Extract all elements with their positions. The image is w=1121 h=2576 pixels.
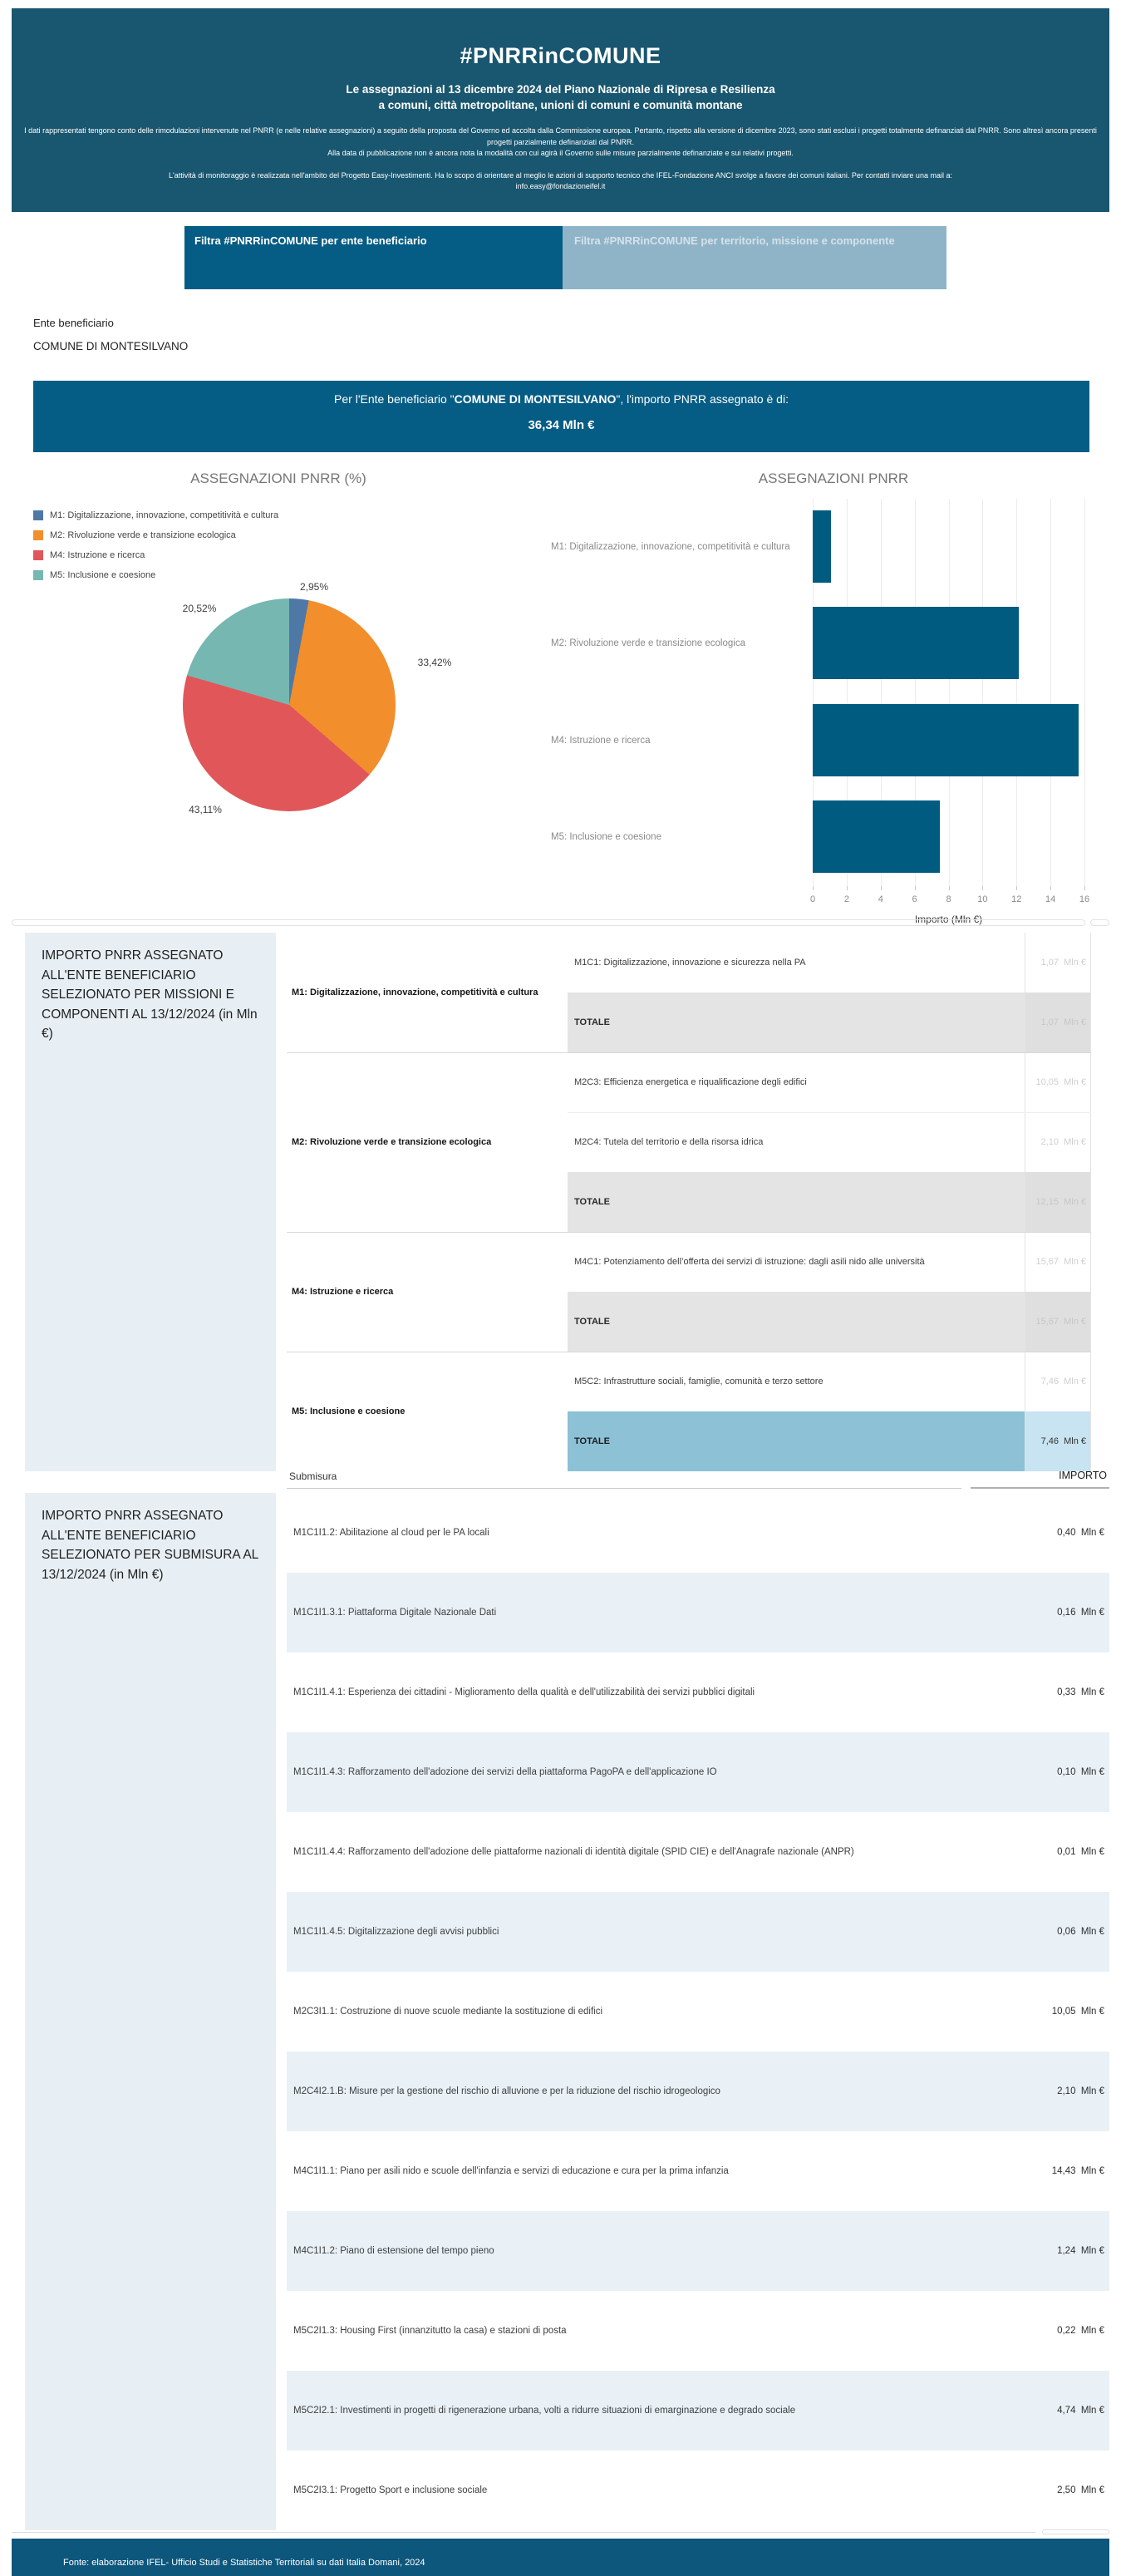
pie-label-m1: 2,95% [299, 581, 329, 593]
submisura-row-12[interactable]: M5C2I2.1: Investimenti in progetti di rigenerazione urbana, volti a ridurre situazioni di emarginazione e degrado sociale 4,74 Mln € [287, 2371, 1109, 2450]
group-separator [287, 1052, 1091, 1053]
banner-amount: 36,34 Mln € [528, 418, 595, 432]
total-row-m2[interactable]: TOTALE 12,15 Mln € [568, 1172, 1091, 1232]
mission-cell-m2[interactable]: M2: Rivoluzione verde e transizione ecologica [292, 1136, 492, 1147]
submisura-table-title: IMPORTO PNRR ASSEGNATO ALL'ENTE BENEFICIARIO SELEZIONATO PER SUBMISURA AL 13/12/2024 (in Mln €) [25, 1493, 276, 2530]
tab-filter-territorio-missione[interactable]: Filtra #PNRRinCOMUNE per territorio, missione e componente [563, 226, 946, 289]
x-tick-label: 12 [1011, 894, 1022, 904]
component-row-m2c3[interactable]: M2C3: Efficienza energetica e riqualificazione degli edifici 10,05 Mln € [568, 1052, 1091, 1112]
tab-filter-ente-beneficiario[interactable]: Filtra #PNRRinCOMUNE per ente beneficiario [184, 226, 563, 289]
bar-category-m2: M2: Rivoluzione verde e transizione ecologica [551, 638, 745, 648]
summary-banner [33, 381, 1089, 452]
bar-m2[interactable] [813, 607, 1019, 679]
ente-beneficiario-filter-value[interactable]: COMUNE DI MONTESILVANO [33, 340, 189, 352]
x-tick-label: 14 [1045, 894, 1056, 904]
component-row-m4c1[interactable]: M4C1: Potenziamento dell’offerta dei servizi di istruzione: dagli asili nido alle università 15,67 Mln € [568, 1232, 1091, 1292]
tick-mark [847, 886, 848, 890]
legend-swatch-m1 [33, 510, 43, 520]
bar-m5[interactable] [813, 800, 940, 873]
bar-x-axis-title: Importo (Mln €) [914, 914, 983, 925]
tick-mark [915, 886, 916, 890]
disclaimer-paragraph-1: I dati rappresentati tengono conto delle rimodulazioni intervenute nel PNRR (e nelle relative assegnazioni) a seguito della proposta del Governo ed accolta dalla Commissione europea. Pertanto, rispetto alla versione di dicembre 2023, sono stati esclusi i progetti totalmente definanziati dal PNRR. Sono altresì ancora presenti progetti parzialmente definanziati dal PNRR. Alla data di pubblicazione non è ancora nota la modalità con cui agirà il Governo sulle misure parzialmente definanziate e sui relativi progetti. [24, 126, 1097, 157]
legend-swatch-m2 [33, 530, 43, 540]
total-row-m5-highlighted[interactable]: TOTALE 7,46 Mln € [568, 1411, 1091, 1471]
gridline [1084, 499, 1085, 886]
x-tick-label: 10 [977, 894, 988, 904]
legend-label-m2: M2: Rivoluzione verde e transizione ecologica [50, 530, 236, 540]
subtitle-line-2: a comuni, città metropolitane, unioni di comuni e comunità montane [378, 99, 743, 111]
submisura-row-11[interactable]: M5C2I1.3: Housing First (innanzitutto la casa) e stazioni di posta 0,22 Mln € [293, 2326, 1104, 2336]
bar-m4[interactable] [813, 704, 1079, 776]
component-row-m1c1[interactable]: M1C1: Digitalizzazione, innovazione e sicurezza nella PA 1,07 Mln € [568, 933, 1091, 992]
total-row-m4[interactable]: TOTALE 15,67 Mln € [568, 1292, 1091, 1352]
submisura-row-1[interactable]: M1C1I1.2: Abilitazione al cloud per le PA locali 0,40 Mln € [293, 1528, 1104, 1538]
pie-label-m4: 43,11% [189, 804, 222, 815]
bar-category-m4: M4: Istruzione e ricerca [551, 736, 651, 746]
submisura-row-2[interactable]: M1C1I1.3.1: Piattaforma Digitale Nazionale Dati 0,16 Mln € [287, 1573, 1109, 1652]
missions-table-title: IMPORTO PNRR ASSEGNATO ALL'ENTE BENEFICIARIO SELEZIONATO PER MISSIONI E COMPONENTI AL 13/12/2024 (in Mln €) [25, 933, 276, 1471]
legend-swatch-m4 [33, 550, 43, 560]
gridline [949, 499, 950, 886]
legend-label-m1: M1: Digitalizzazione, innovazione, competitività e cultura [50, 510, 279, 520]
pie-label-m2: 33,42% [417, 657, 452, 668]
mission-cell-m5[interactable]: M5: Inclusione e coesione [292, 1406, 406, 1416]
tick-mark [982, 886, 983, 890]
tick-mark [813, 886, 814, 890]
contact-email: info.easy@fondazioneifel.it [515, 182, 606, 190]
tick-mark [949, 886, 950, 890]
page-title: #PNRRinCOMUNE [460, 43, 661, 68]
pnrr-pie[interactable] [183, 598, 396, 811]
x-tick-label: 0 [809, 894, 816, 904]
bar-category-m1: M1: Digitalizzazione, innovazione, competitività e cultura [551, 542, 790, 552]
submisura-row-13[interactable]: M5C2I3.1: Progetto Sport e inclusione sociale 2,50 Mln € [293, 2485, 1104, 2495]
column-header-importo[interactable]: IMPORTO [1059, 1470, 1107, 1481]
group-separator [287, 1232, 1091, 1233]
bar-chart-title: ASSEGNAZIONI PNRR [758, 470, 909, 486]
bar-category-m5: M5: Inclusione e coesione [551, 832, 661, 842]
banner-entity: COMUNE DI MONTESILVANO [454, 392, 617, 406]
x-tick-label: 4 [878, 894, 883, 904]
gridline [1016, 499, 1017, 886]
x-tick-label: 16 [1079, 894, 1090, 904]
total-row-m1[interactable]: TOTALE 1,07 Mln € [568, 992, 1091, 1052]
tick-mark [1016, 886, 1017, 890]
footer-bar [12, 2539, 1109, 2576]
section-divider-nub [1090, 919, 1109, 926]
banner-sentence: Per l'Ente beneficiario "COMUNE DI MONTESILVANO", l'importo PNRR assegnato è di: [334, 392, 789, 406]
legend-item-m1[interactable] [33, 507, 278, 524]
section-divider-track [12, 919, 1085, 926]
pie-label-m5: 20,52% [182, 603, 217, 614]
disclaimer-paragraph-2: L'attività di monitoraggio è realizzata nell'ambito del Progetto Easy-Investimenti. Ha lo scopo di orientare al meglio le azioni di supporto tecnico che IFEL-Fondazione ANCI svolge a favore dei comuni italiani. Per contatti inviare una mail a: info.easy@fondazioneifel.it [21, 170, 1101, 193]
submisura-row-9[interactable]: M4C1I1.1: Piano per asili nido e scuole dell'infanzia e servizi di educazione e cura per la prima infanzia 14,43 Mln € [293, 2166, 1104, 2176]
footer-divider [12, 2532, 1035, 2533]
mission-cell-m4[interactable]: M4: Istruzione e ricerca [292, 1286, 394, 1297]
submisura-row-8[interactable]: M2C4I2.1.B: Misure per la gestione del rischio di alluvione e per la riduzione del rischio idrogeologico 2,10 Mln € [287, 2051, 1109, 2131]
bar-x-axis [809, 894, 1090, 906]
ente-beneficiario-filter-label: Ente beneficiario [33, 317, 114, 329]
column-header-submisura[interactable]: Submisura [289, 1470, 337, 1482]
x-tick-label: 6 [912, 894, 917, 904]
footer-source: Fonte: elaborazione IFEL- Ufficio Studi e Statistiche Territoriali su dati Italia Domani, 2024 [63, 2558, 425, 2568]
submisura-row-3[interactable]: M1C1I1.4.1: Esperienza dei cittadini - Miglioramento della qualità e dell'utilizzabilità dei servizi pubblici digitali 0,33 Mln € [293, 1687, 1104, 1697]
component-row-m5c2[interactable]: M5C2: Infrastrutture sociali, famiglie, comunità e terzo settore 7,46 Mln € [568, 1352, 1091, 1411]
submisura-row-7[interactable]: M2C3I1.1: Costruzione di nuove scuole mediante la sostituzione di edifici 10,05 Mln € [293, 2007, 1104, 2017]
header-underline [287, 1488, 961, 1489]
x-tick-label: 8 [946, 894, 951, 904]
submisura-row-10[interactable]: M4C1I1.2: Piano di estensione del tempo pieno 1,24 Mln € [287, 2211, 1109, 2291]
tick-mark [1050, 886, 1051, 890]
mission-cell-m1[interactable]: M1: Digitalizzazione, innovazione, competitività e cultura [292, 987, 538, 997]
component-row-m2c4[interactable]: M2C4: Tutela del territorio e della risorsa idrica 2,10 Mln € [568, 1112, 1091, 1172]
tick-mark [1084, 886, 1085, 890]
legend-swatch-m5 [33, 570, 43, 580]
row-separator [568, 1112, 1091, 1113]
pie-chart-title: ASSEGNAZIONI PNRR (%) [190, 470, 366, 486]
legend-item-m5[interactable] [33, 567, 155, 584]
bar-m1[interactable] [813, 510, 831, 583]
submisura-row-6[interactable]: M1C1I1.4.5: Digitalizzazione degli avvisi pubblici 0,06 Mln € [287, 1892, 1109, 1972]
subtitle-line-1: Le assegnazioni al 13 dicembre 2024 del Piano Nazionale di Ripresa e Resilienza [346, 83, 775, 96]
submisura-row-4[interactable]: M1C1I1.4.3: Rafforzamento dell'adozione dei servizi della piattaforma PagoPA e dell'applicazione IO 0,10 Mln € [287, 1732, 1109, 1812]
tick-mark [881, 886, 882, 890]
dashboard-header [12, 8, 1109, 212]
page-subtitle [12, 81, 1109, 113]
x-tick-label: 2 [843, 894, 849, 904]
submisura-row-5[interactable]: M1C1I1.4.4: Rafforzamento dell'adozione delle piattaforme nazionali di identità digitale (SPID CIE) e dell'Anagrafe nazionale (ANPR) 0,01 Mln € [293, 1847, 1104, 1857]
gridline [1050, 499, 1051, 886]
legend-item-m2[interactable] [33, 527, 236, 544]
header-underline-importo [971, 1487, 1109, 1489]
legend-label-m5: M5: Inclusione e coesione [50, 570, 156, 580]
legend-label-m4: M4: Istruzione e ricerca [50, 550, 145, 560]
gridline [982, 499, 983, 886]
legend-item-m4[interactable] [33, 547, 145, 564]
footer-scrollbar[interactable] [1042, 2529, 1109, 2534]
